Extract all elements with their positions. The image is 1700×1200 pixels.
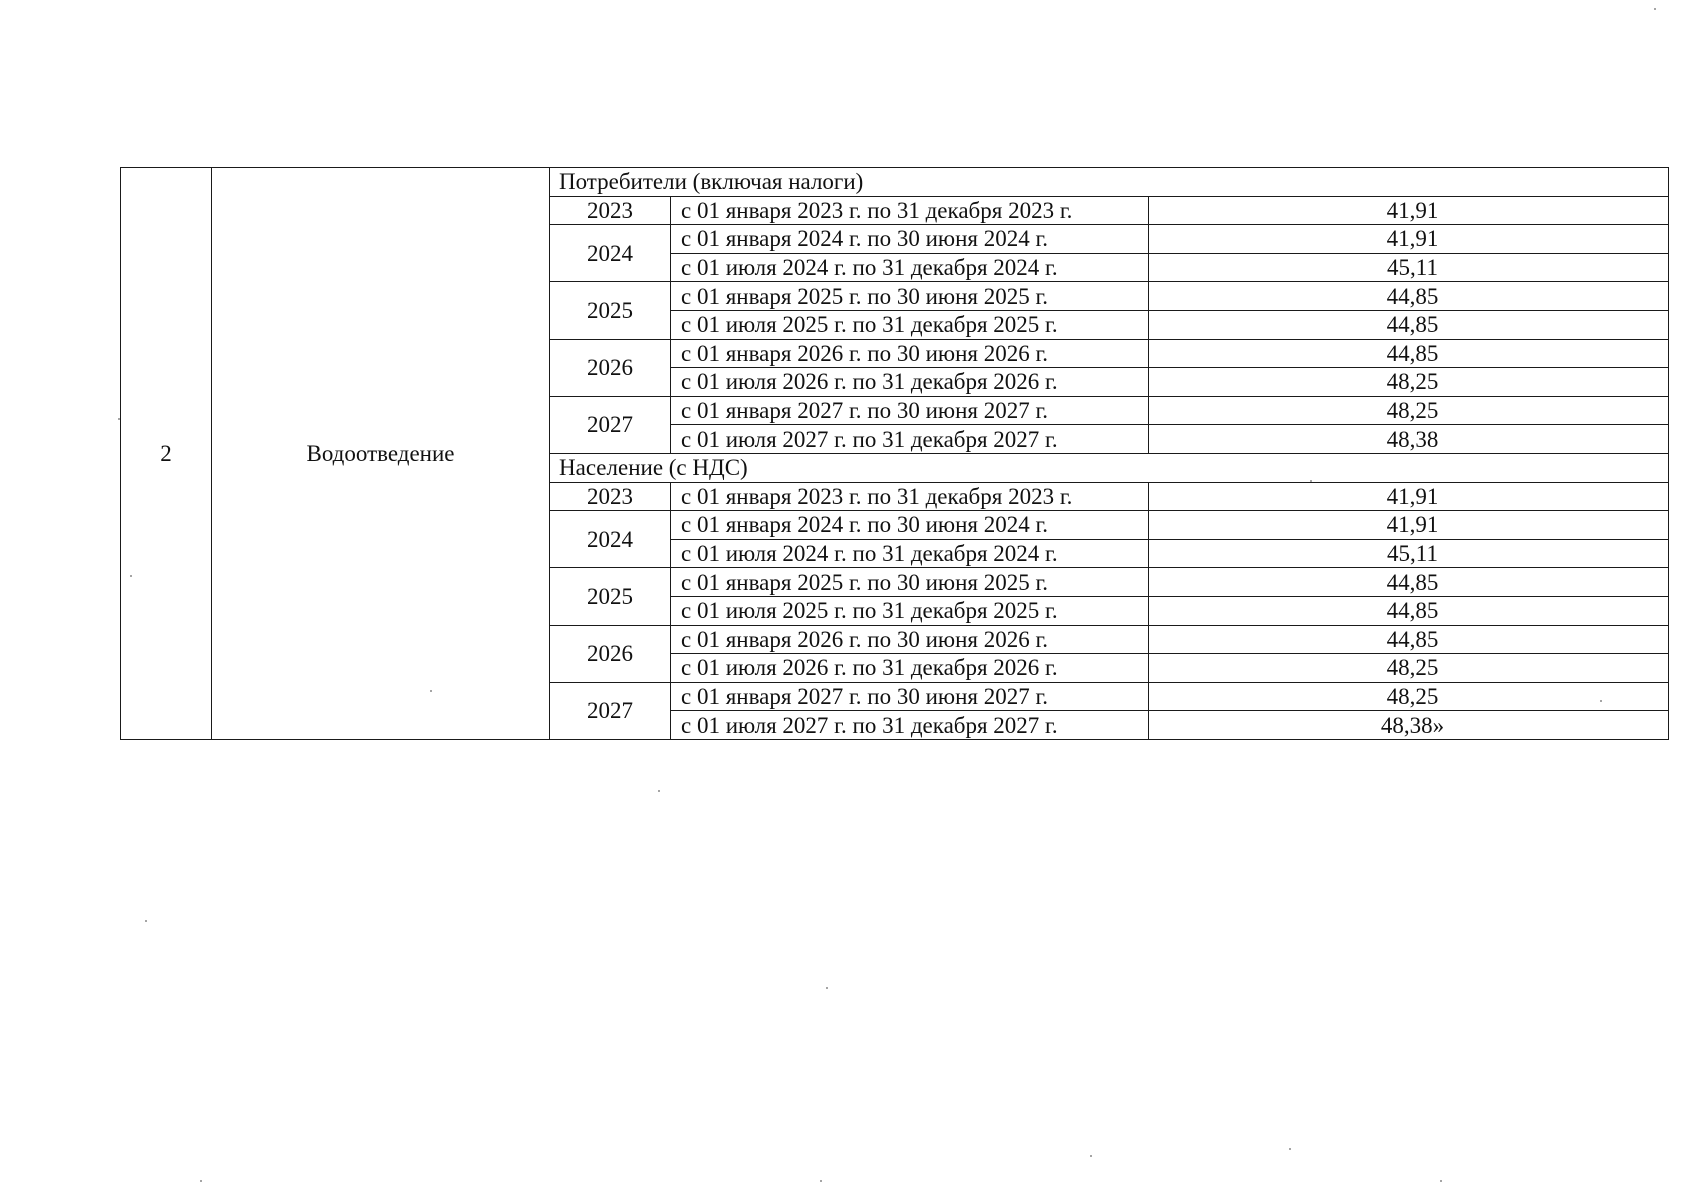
tariff-value-cell: 48,25 — [1149, 682, 1669, 711]
period-cell: с 01 июля 2025 г. по 31 декабря 2025 г. — [671, 310, 1149, 339]
period-cell: с 01 января 2023 г. по 31 декабря 2023 г. — [671, 196, 1149, 225]
tariff-value-cell: 48,25 — [1149, 396, 1669, 425]
period-cell: с 01 июля 2025 г. по 31 декабря 2025 г. — [671, 596, 1149, 625]
tariff-value-cell: 44,85 — [1149, 310, 1669, 339]
scan-speck — [1654, 8, 1656, 10]
period-cell: с 01 января 2027 г. по 30 июня 2027 г. — [671, 396, 1149, 425]
tariff-value-cell: 41,91 — [1149, 482, 1669, 511]
scan-speck — [820, 1180, 822, 1182]
period-cell: с 01 января 2026 г. по 30 июня 2026 г. — [671, 625, 1149, 654]
year-cell: 2026 — [550, 625, 671, 682]
scan-speck — [200, 1180, 202, 1182]
tariff-value-cell: 44,85 — [1149, 339, 1669, 368]
period-cell: с 01 июля 2027 г. по 31 декабря 2027 г. — [671, 711, 1149, 740]
period-cell: с 01 января 2024 г. по 30 июня 2024 г. — [671, 225, 1149, 254]
period-cell: с 01 января 2023 г. по 31 декабря 2023 г. — [671, 482, 1149, 511]
period-cell: с 01 января 2025 г. по 30 июня 2025 г. — [671, 282, 1149, 311]
group-header-row — [121, 168, 1669, 197]
year-cell: 2027 — [550, 682, 671, 739]
tariff-value-cell: 41,91 — [1149, 225, 1669, 254]
tariff-value-cell: 44,85 — [1149, 596, 1669, 625]
period-cell: с 01 июля 2027 г. по 31 декабря 2027 г. — [671, 425, 1149, 454]
tariff-value-cell: 44,85 — [1149, 282, 1669, 311]
tariff-table-body — [121, 168, 1669, 740]
scan-speck — [1440, 1180, 1442, 1182]
scan-speck — [658, 790, 660, 792]
row-number-cell: 2 — [121, 168, 212, 740]
period-cell: с 01 июля 2026 г. по 31 декабря 2026 г. — [671, 368, 1149, 397]
tariff-table — [120, 167, 1669, 740]
year-cell: 2026 — [550, 339, 671, 396]
tariff-value-cell: 48,25 — [1149, 368, 1669, 397]
scan-speck — [1310, 480, 1312, 482]
period-cell: с 01 января 2026 г. по 30 июня 2026 г. — [671, 339, 1149, 368]
consumer-group-title: Население (с НДС) — [550, 453, 1669, 482]
scan-speck — [1289, 1148, 1291, 1150]
scan-speck — [118, 418, 120, 420]
scan-speck — [1090, 1155, 1092, 1157]
year-cell: 2024 — [550, 511, 671, 568]
tariff-value-cell: 48,38 — [1149, 425, 1669, 454]
scan-speck — [826, 987, 828, 989]
scan-speck — [1600, 700, 1602, 702]
service-name-cell: Водоотведение — [212, 168, 550, 740]
tariff-value-cell: 45,11 — [1149, 253, 1669, 282]
tariff-value-cell: 48,38» — [1149, 711, 1669, 740]
period-cell: с 01 января 2024 г. по 30 июня 2024 г. — [671, 511, 1149, 540]
period-cell: с 01 июля 2024 г. по 31 декабря 2024 г. — [671, 253, 1149, 282]
year-cell: 2027 — [550, 396, 671, 453]
year-cell: 2025 — [550, 568, 671, 625]
scan-speck — [130, 575, 132, 577]
year-cell: 2025 — [550, 282, 671, 339]
tariff-value-cell: 41,91 — [1149, 511, 1669, 540]
period-cell: с 01 января 2025 г. по 30 июня 2025 г. — [671, 568, 1149, 597]
scan-speck — [430, 690, 432, 692]
tariff-value-cell: 48,25 — [1149, 654, 1669, 683]
consumer-group-title: Потребители (включая налоги) — [550, 168, 1669, 197]
year-cell: 2023 — [550, 482, 671, 511]
tariff-value-cell: 44,85 — [1149, 625, 1669, 654]
year-cell: 2024 — [550, 225, 671, 282]
tariff-value-cell: 41,91 — [1149, 196, 1669, 225]
period-cell: с 01 июля 2024 г. по 31 декабря 2024 г. — [671, 539, 1149, 568]
scan-speck — [145, 920, 147, 922]
period-cell: с 01 января 2027 г. по 30 июня 2027 г. — [671, 682, 1149, 711]
tariff-value-cell: 44,85 — [1149, 568, 1669, 597]
period-cell: с 01 июля 2026 г. по 31 декабря 2026 г. — [671, 654, 1149, 683]
tariff-value-cell: 45,11 — [1149, 539, 1669, 568]
year-cell: 2023 — [550, 196, 671, 225]
